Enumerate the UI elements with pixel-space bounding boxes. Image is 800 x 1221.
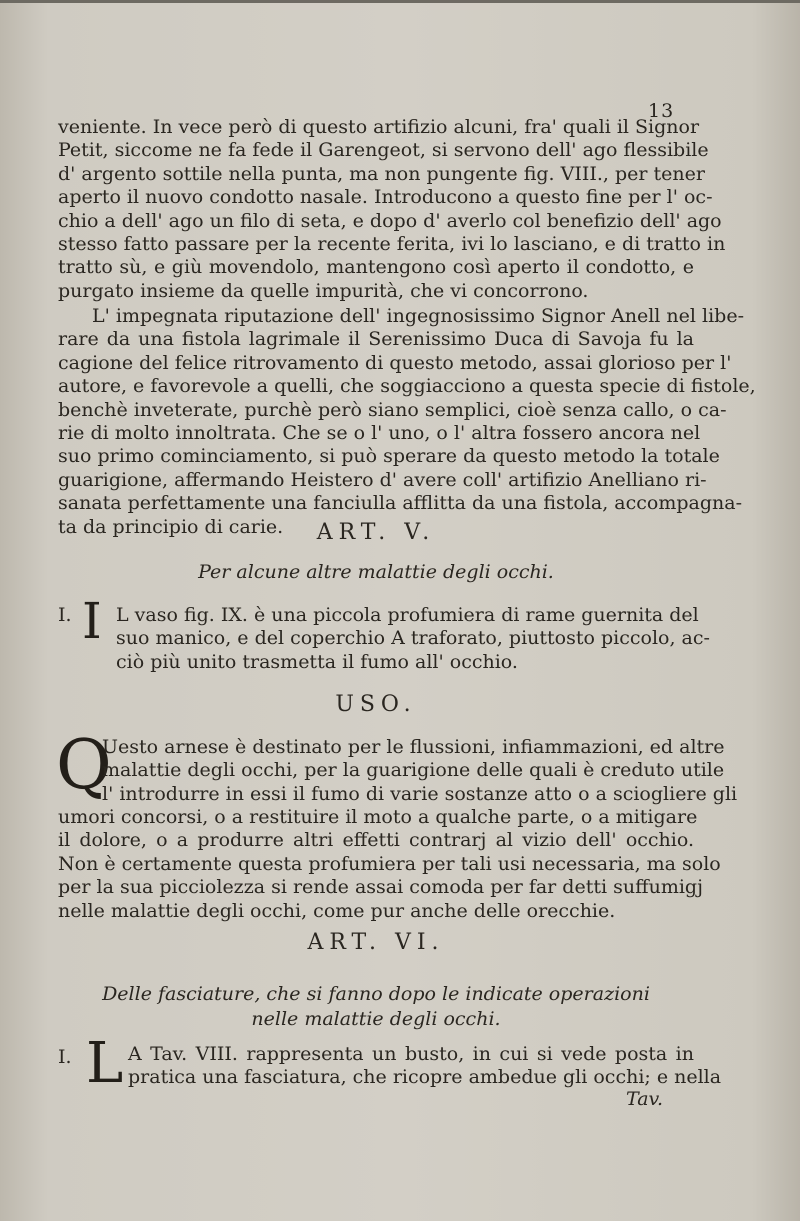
text-line: cagione del felice ritrovamento di questo metodo, assai glorioso per l' xyxy=(58,351,732,374)
text-line: il dolore, o a produrre altri effetti contrarj al vizio dell' occhio. xyxy=(58,829,694,852)
text-line: veniente. In vece però di questo artifizio alcuni, fra' quali il Signor xyxy=(58,116,700,138)
art-5-section-number: I. xyxy=(58,604,72,626)
text-line: suo manico, e del coperchio A traforato, piuttosto piccolo, ac- xyxy=(116,627,710,650)
text-line: rare da una fistola lagrimale il Serenissimo Duca di Savoja fu la xyxy=(58,328,694,351)
text-line: tratto sù, e giù movendolo, mantengono così aperto il condotto, e xyxy=(58,256,694,279)
text-line: aperto il nuovo condotto nasale. Introducono a questo fine per l' oc- xyxy=(58,186,713,209)
text-line: chio a dell' ago un filo di seta, e dopo d' averlo col benefizio dell' ago xyxy=(58,209,722,232)
art-6-subtitle-line-1: Delle fasciature, che si fanno dopo le indicate operazioni xyxy=(102,983,650,1005)
page-edge xyxy=(0,0,800,3)
text-line: purgato insieme da quelle impurità, che vi concorrono. xyxy=(58,279,589,302)
text-line: guarigione, affermando Heistero d' avere coll' artifizio Anelliano ri- xyxy=(58,468,707,491)
text-line: pratica una fasciatura, che ricopre ambedue gli occhi; e nella xyxy=(128,1066,722,1089)
text-line: L vaso fig. IX. è una piccola profumiera di rame guernita del xyxy=(116,604,699,626)
page-number: 13 xyxy=(648,100,675,122)
text-line: d' argento sottile nella punta, ma non pungente fig. VIII., per tener xyxy=(58,162,705,185)
text-line: malattie degli occhi, per la guarigione delle quali è creduto utile xyxy=(102,759,725,782)
text-line: A Tav. VIII. rappresenta un busto, in cui si vede posta in xyxy=(128,1043,694,1065)
text-line: Non è certamente questa profumiera per tali usi necessaria, ma solo xyxy=(58,852,721,875)
art-5-heading: ART. V. xyxy=(316,520,436,545)
catchword: Tav. xyxy=(626,1088,664,1110)
text-line: suo primo cominciamento, si può sperare da questo metodo la totale xyxy=(58,445,720,468)
art-5-text xyxy=(116,604,710,674)
text-line: ta da principio di carie. xyxy=(58,515,284,538)
uso-dropcap: Q xyxy=(56,726,112,805)
text-line: benchè inveterate, purchè però siano semplici, cioè senza callo, o ca- xyxy=(58,398,727,421)
art-6-text xyxy=(128,1043,722,1090)
text-line: rie di molto innoltrata. Che se o l' uno, o l' altra fossero ancora nel xyxy=(58,422,701,445)
text-line: stesso fatto passare per la recente ferita, ivi lo lasciano, e di tratto in xyxy=(58,233,726,256)
text-line: umori concorsi, o a restituire il moto a qualche parte, o a mitigare xyxy=(58,806,698,828)
uso-text xyxy=(58,806,721,923)
text-line: ciò più unito trasmetta il fumo all' occhio. xyxy=(116,650,518,673)
art-5-dropcap: I xyxy=(82,592,102,650)
text-line: Petit, siccome ne fa fede il Garengeot, si servono dell' ago flessibile xyxy=(58,139,709,162)
text-line: sanata perfettamente una fanciulla afflitta da una fistola, accompagna- xyxy=(58,492,743,515)
paragraph-2 xyxy=(58,305,756,539)
text-line: Uesto arnese è destinato per le flussioni, infiammazioni, ed altre xyxy=(102,736,725,758)
text-line: nelle malattie degli occhi, come pur anche delle orecchie. xyxy=(58,899,616,922)
text-line: l' introdurre in essi il fumo di varie sostanze atto o a sciogliere gli xyxy=(102,782,738,805)
art-6-dropcap: L xyxy=(86,1031,124,1096)
art-6-heading: ART. VI. xyxy=(307,930,445,955)
art-6-subtitle-line-2: nelle malattie degli occhi. xyxy=(251,1008,501,1030)
art-6-section-number: I. xyxy=(58,1046,72,1068)
text-line: L' impegnata riputazione dell' ingegnosissimo Signor Anell nel libe- xyxy=(92,305,744,327)
art-5-subtitle: Per alcune altre malattie degli occhi. xyxy=(198,561,554,583)
text-line: per la sua picciolezza si rende assai comoda per far detti suffumigj xyxy=(58,876,703,899)
uso-text-indented xyxy=(102,736,738,806)
paragraph-1 xyxy=(58,116,726,303)
text-line: autore, e favorevole a quelli, che soggiacciono a questa specie di fistole, xyxy=(58,375,756,398)
uso-heading: USO. xyxy=(335,692,417,717)
